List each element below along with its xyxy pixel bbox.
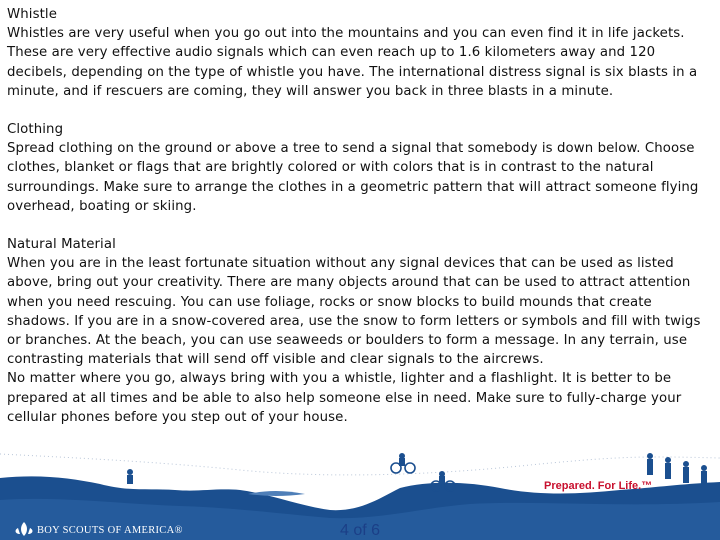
footer-banner — [0, 448, 720, 540]
section-paragraph: When you are in the least fortunate situation without any signal devices that can be used as listed above, bring out your creativity. There are many objects around that can be used to attract attention when you need rescuing. You can use foliage, rocks or snow blocks to build mounds that create shadows. If you are in a snow-covered area, use the snow to form letters or symbols and fill with twigs or branches. At the beach, you can use seaweeds or boulders to form a message. In any terrain, use contrasting materials that will send off visible and clear signals to the aircrews. — [7, 256, 701, 368]
section-heading: Clothing — [7, 122, 64, 138]
section-whistle — [7, 5, 713, 101]
section-paragraph: Spread clothing on the ground or above a tree to send a signal that somebody is down below. Choose clothes, blanket or flags that are brightly colored or with colors that is in contrast to the natural surroundings. Make sure to arrange the clothes in a geometric pattern that will attract someone flying overhead, boating or skiing. — [7, 141, 699, 214]
organization-name: BOY SCOUTS OF AMERICA® — [37, 525, 183, 536]
section-clothing — [7, 120, 713, 216]
section-paragraph: No matter where you go, always bring with you a whistle, lighter and a flashlight. It is better to be prepared at all times and be able to also help someone else in need. Make sure to fully-charge your cellular phones before you step out of your house. — [7, 371, 682, 425]
tagline-text: Prepared. For Life.™ — [544, 480, 653, 492]
hikers-icon — [647, 453, 707, 485]
page-number: 4 of 6 — [339, 522, 381, 539]
document-body — [7, 5, 713, 446]
climber-icon — [127, 469, 133, 484]
section-natural-material — [7, 235, 713, 427]
section-heading: Natural Material — [7, 237, 116, 253]
section-heading: Whistle — [7, 7, 57, 22]
section-paragraph: Whistles are very useful when you go out into the mountains and you can even find it in life jackets. These are very effective audio signals which can even reach up to 1.6 kilometers away and 120 decibels, depending on the type of whistle you have. The international distress signal is six blasts in a minute, and if rescuers are coming, they will answer you back in three blasts in a minute. — [7, 26, 698, 99]
